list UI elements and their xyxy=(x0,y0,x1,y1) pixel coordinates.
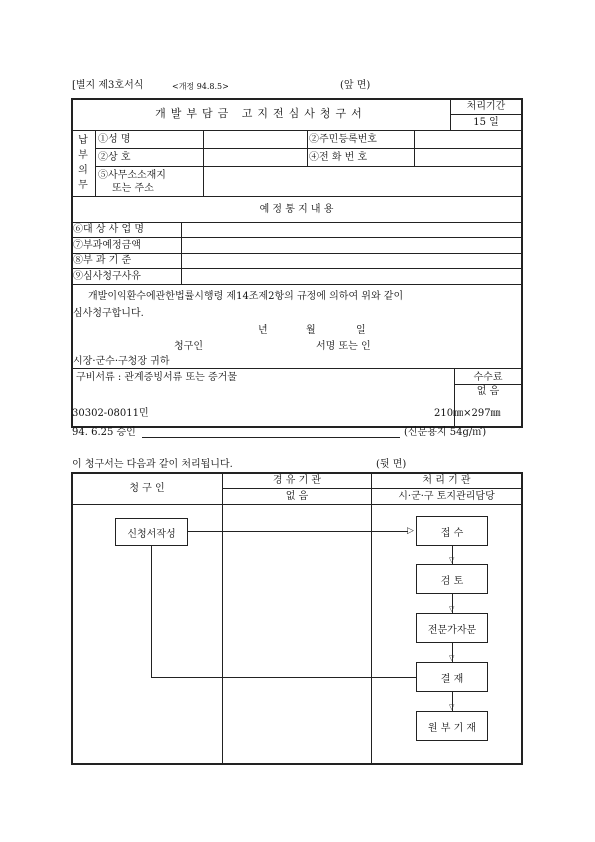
date-year: 년 xyxy=(258,325,268,336)
required-documents: 구비서류 : 관계증빙서류 또는 증거물 xyxy=(76,372,237,383)
applicant-label: 청구인 xyxy=(174,341,203,352)
obligor-label-4: 무 xyxy=(78,180,88,191)
phone-number-label: ④전 화 번 호 xyxy=(309,152,368,163)
connector-line xyxy=(188,531,408,532)
office-address-label-2: 또는 주소 xyxy=(112,183,154,194)
fee-value: 없 음 xyxy=(476,386,500,397)
project-name-field[interactable] xyxy=(182,223,520,236)
col-via-agency-value: 없 음 xyxy=(285,491,309,502)
trade-name-label: ②상 호 xyxy=(98,152,131,163)
step-receive: 접 수 xyxy=(416,516,488,546)
resident-number-field[interactable] xyxy=(415,131,520,147)
col-via-agency: 경 유 기 관 xyxy=(272,475,322,486)
back-side-label: (뒷 면) xyxy=(376,459,407,470)
step-review: 검 토 xyxy=(416,564,488,594)
office-address-label: ⑤사무소소재지 xyxy=(98,170,166,181)
paper-size: 210㎜×297㎜ xyxy=(434,408,501,419)
col-applicant: 청 구 인 xyxy=(129,483,165,494)
back-intro: 이 청구서는 다음과 같이 처리됩니다. xyxy=(72,459,233,470)
fee-label: 수수료 xyxy=(473,372,503,383)
office-address-field[interactable] xyxy=(204,167,520,195)
footer-rule xyxy=(142,437,400,438)
step-expert-consult: 전문가자문 xyxy=(416,613,488,643)
resident-number-label: ②주민등록번호 xyxy=(309,134,377,145)
date-day: 일 xyxy=(356,325,366,336)
revision-note: <개정 94.8.5> xyxy=(172,82,229,91)
arrow-right-icon: ▷ xyxy=(407,526,414,536)
addressee: 시장·군수·구청장 귀하 xyxy=(73,356,170,367)
form-number: [별지 제3호서식 xyxy=(72,80,144,91)
front-side-label: (앞 면) xyxy=(340,80,371,91)
form-code: 30302-08011민 xyxy=(72,408,149,419)
levy-basis-field[interactable] xyxy=(182,254,520,267)
signature-label: 서명 또는 인 xyxy=(316,341,371,352)
review-reason-field[interactable] xyxy=(182,269,520,283)
phone-number-field[interactable] xyxy=(415,149,520,165)
levy-basis-label: ⑧부 과 기 준 xyxy=(73,255,132,266)
arrow-down-icon: ▽ xyxy=(449,654,455,662)
approval-date: 94. 6.25 승인 xyxy=(72,427,136,438)
connector-line xyxy=(151,546,152,677)
arrow-down-icon: ▽ xyxy=(449,605,455,613)
form-title: 개발부담금 고지전심사청구서 xyxy=(155,107,367,120)
processing-period-value: 15 일 xyxy=(473,117,499,128)
step-record: 원 부 기 재 xyxy=(416,711,488,741)
project-name-label: ⑥대 상 사 업 명 xyxy=(73,224,145,235)
date-month: 월 xyxy=(306,325,316,336)
connector-line xyxy=(151,677,416,678)
step-approve: 결 재 xyxy=(416,662,488,692)
name-label: ①성 명 xyxy=(98,134,131,145)
trade-name-field[interactable] xyxy=(204,149,306,165)
col-processing-agency-value: 시·군·구 토지관리담당 xyxy=(398,491,495,502)
arrow-down-icon: ▽ xyxy=(449,556,455,564)
levy-amount-label: ⑦부과예정금액 xyxy=(73,240,141,251)
arrow-down-icon: ▽ xyxy=(449,703,455,711)
processing-period-label: 처리기간 xyxy=(466,101,506,112)
levy-amount-field[interactable] xyxy=(182,238,520,252)
col-processing-agency: 처 리 기 관 xyxy=(422,475,471,486)
review-reason-label: ⑨심사청구사유 xyxy=(73,271,141,282)
name-field[interactable] xyxy=(204,131,306,147)
statement-line-1: 개발이익환수에관한법률시행령 제14조제2항의 규정에 의하여 위와 같이 xyxy=(88,291,404,302)
statement-line-2: 심사청구합니다. xyxy=(73,308,144,319)
notice-section-title: 예 정 통 지 내 용 xyxy=(259,204,334,215)
paper-spec: (신문용지 54g/㎡) xyxy=(404,427,487,438)
obligor-label-2: 부 xyxy=(78,150,88,161)
obligor-label-1: 납 xyxy=(78,135,88,146)
obligor-label-3: 의 xyxy=(78,165,88,176)
step-write-application: 신청서작성 xyxy=(115,518,188,546)
